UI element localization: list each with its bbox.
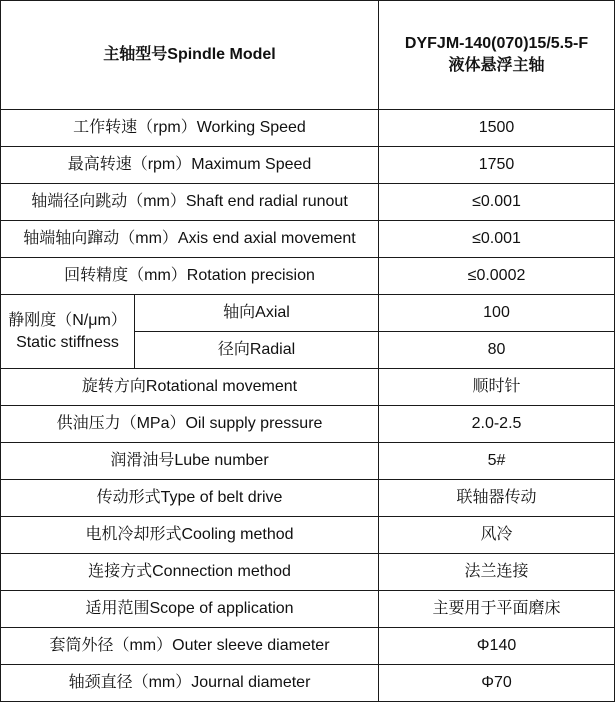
table-row [1, 591, 615, 628]
table-row [1, 665, 615, 702]
row-value: 2.0-2.5 [379, 406, 615, 443]
row-value: 联轴器传动 [379, 480, 615, 517]
table-row [1, 406, 615, 443]
row-label: 供油压力（MPa）Oil supply pressure [1, 406, 379, 443]
table-row [1, 147, 615, 184]
row-value: 主要用于平面磨床 [379, 591, 615, 628]
row-value: 1500 [379, 110, 615, 147]
static-stiffness-label [1, 295, 135, 369]
table-row [1, 110, 615, 147]
row-value: ≤0.001 [379, 184, 615, 221]
spindle-model-label: 主轴型号Spindle Model [1, 1, 379, 110]
row-value: Φ140 [379, 628, 615, 665]
table-row [1, 258, 615, 295]
stiffness-label-en: Static stiffness [16, 333, 119, 351]
row-value: 风冷 [379, 517, 615, 554]
row-label: 润滑油号Lube number [1, 443, 379, 480]
row-value: 5# [379, 443, 615, 480]
table-row [1, 221, 615, 258]
row-label: 传动形式Type of belt drive [1, 480, 379, 517]
row-label: 旋转方向Rotational movement [1, 369, 379, 406]
table-row [1, 628, 615, 665]
table-row [1, 517, 615, 554]
row-label: 适用范围Scope of application [1, 591, 379, 628]
radial-label: 径向Radial [135, 332, 379, 369]
stiffness-label-cn: 静刚度（N/μm） [8, 311, 127, 329]
row-value: 顺时针 [379, 369, 615, 406]
table-header-row [1, 1, 615, 110]
row-label: 电机冷却形式Cooling method [1, 517, 379, 554]
row-value: 1750 [379, 147, 615, 184]
row-label: 套筒外径（mm）Outer sleeve diameter [1, 628, 379, 665]
row-label: 连接方式Connection method [1, 554, 379, 591]
row-label: 回转精度（mm）Rotation precision [1, 258, 379, 295]
table-row-stiffness-axial [1, 295, 615, 332]
table-row [1, 369, 615, 406]
row-value: 法兰连接 [379, 554, 615, 591]
row-label: 轴颈直径（mm）Journal diameter [1, 665, 379, 702]
table-row [1, 480, 615, 517]
row-label: 轴端轴向蹿动（mm）Axis end axial movement [1, 221, 379, 258]
model-type: 液体悬浮主轴 [448, 57, 545, 74]
model-number: DYFJM-140(070)15/5.5-F [404, 35, 589, 52]
row-value: ≤0.0002 [379, 258, 615, 295]
row-label: 轴端径向跳动（mm）Shaft end radial runout [1, 184, 379, 221]
table-row [1, 554, 615, 591]
axial-label: 轴向Axial [135, 295, 379, 332]
row-value: Φ70 [379, 665, 615, 702]
row-value: ≤0.001 [379, 221, 615, 258]
spindle-model-value [379, 1, 615, 110]
row-label: 最高转速（rpm）Maximum Speed [1, 147, 379, 184]
axial-value: 100 [379, 295, 615, 332]
row-label: 工作转速（rpm）Working Speed [1, 110, 379, 147]
table-row [1, 443, 615, 480]
radial-value: 80 [379, 332, 615, 369]
table-row [1, 184, 615, 221]
